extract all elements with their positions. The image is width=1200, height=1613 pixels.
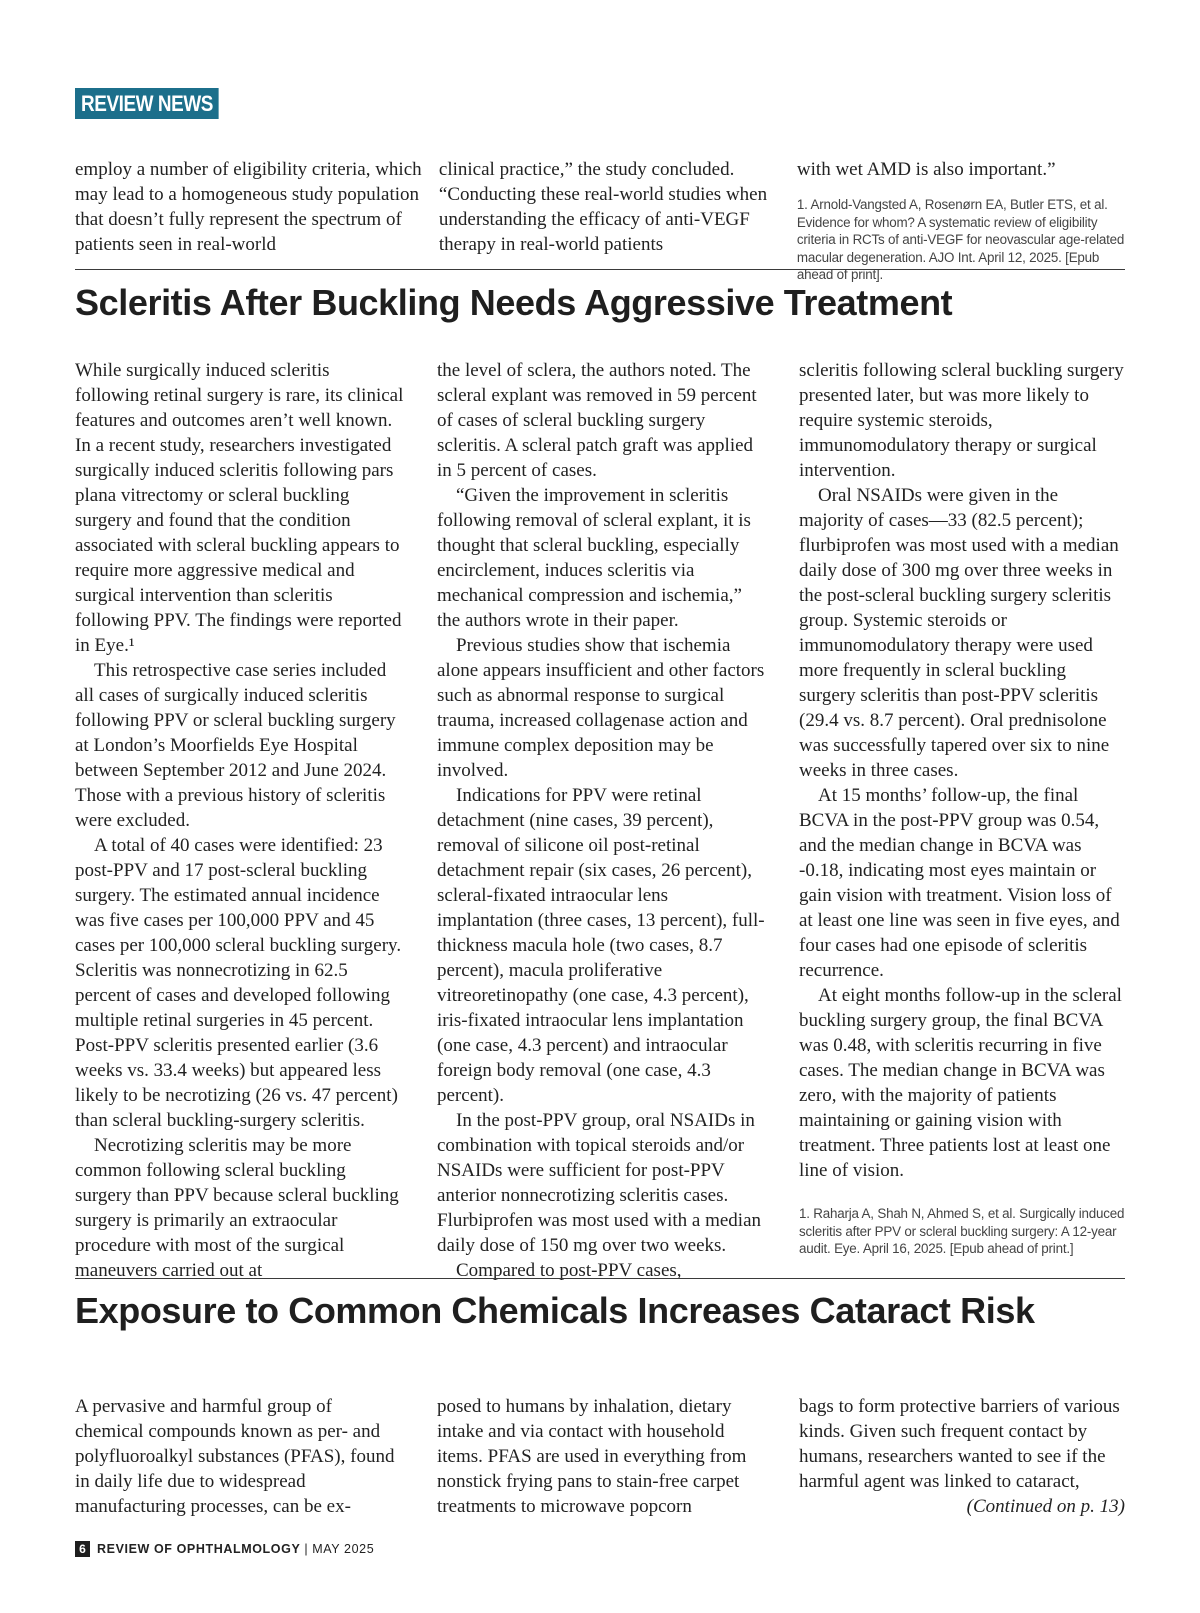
paragraph: A pervasive and harmful group of chemical compounds known as per- and polyfluoroalkyl substances (PFAS), found in daily life due to widespread manufacturing processes, can be ex- [75,1396,395,1517]
magazine-name: REVIEW OF OPHTHALMOLOGY [97,1542,301,1556]
paragraph: scleritis following scleral buckling surgery presented later, but was more likely to require systemic steroids, immunomodulatory therapy or surgical intervention. [799,360,1124,481]
paragraph: “Given the improvement in scleritis following removal of scleral explant, it is thought that scleral buckling, especially encirclement, induces scleritis via mechanical compression and ischemia,” the authors wrote in their paper. [437,485,751,631]
page-number: 6 [75,1541,90,1557]
reference: 1. Arnold-Vangsted A, Rosenørn EA, Butler ETS, et al. Evidence for whom? A systematic review of eligibility criteria in RCTs of anti-VEGF for neovascular age-related macular degeneration. AJO Int. April 12, 2025. [Epub ahead of print]. [796,197,1125,282]
paragraph: employ a number of eligibility criteria, which may lead to a homogeneous study population that doesn’t fully represent the spectrum of patients seen in real-world [75,159,422,255]
paragraph: the level of sclera, the authors noted. The scleral explant was removed in 59 percent of cases of scleral buckling surgery scleritis. A scleral patch graft was applied in 5 percent of cases. [437,360,757,481]
issue-date: MAY 2025 [312,1542,375,1556]
paragraph: Oral NSAIDs were given in the majority of cases—33 (82.5 percent); flurbiprofen was most used with a median daily dose of 300 mg over three weeks in the post-scleral buckling surgery scleritis group. Systemic steroids or immunomodulatory therapy were used more frequently in scleral buckling surgery scleritis than post-PPV scleritis (29.4 vs. 8.7 percent). Oral prednisolone was successfully tapered over six to nine weeks in three cases. [799,485,1119,781]
separator: | [304,1542,309,1556]
article-body [75,1394,1125,1519]
article-col-2 [437,1394,767,1519]
section-tag: REVIEW NEWS [75,88,219,119]
article-col-2 [437,358,767,1283]
paragraph: Compared to post-PPV cases, [456,1260,682,1281]
page-footer [75,1541,374,1557]
paragraph: A total of 40 cases were identified: 23 post-PPV and 17 post-scleral buckling surgery. The estimated annual incidence was five cases per 100,000 PPV and 45 cases per 100,000 scleral buckling surgery. Scleritis was nonnecrotizing in 62.5 percent of cases and developed following multiple retinal surgeries in 45 percent. Post-PPV scleritis presented earlier (3.6 weeks vs. 33.4 weeks) but appeared less likely to be necrotizing (26 vs. 47 percent) than scleral buckling-surgery scleritis. [75,835,402,1131]
paragraph: Indications for PPV were retinal detachment (nine cases, 39 percent), removal of silicone oil post-retinal detachment repair (six cases, 26 percent), scleral-fixated intraocular lens implantation (three cases, 13 percent), full-thickness macula hole (two cases, 8.7 percent), macula proliferative vitreoretinopathy (one case, 4.3 percent), iris-fixated intraocular lens implantation (one case, 4.3 percent) and intraocular foreign body removal (one case, 4.3 percent). [437,785,765,1106]
continued-note: (Continued on p. 13) [966,1496,1125,1517]
paragraph: While surgically induced scleritis following retinal surgery is rare, its clinical features and outcomes aren’t well known. In a recent study, researchers investigated surgically induced scleritis following pars plana vitrectomy or scleral buckling surgery and found that the condition associated with scleral buckling appears to require more aggressive medical and surgical intervention than scleritis following PPV. The findings were reported in Eye.¹ [75,360,404,656]
article-col-1 [75,1394,405,1519]
paragraph: Necrotizing scleritis may be more common following scleral buckling surgery than PPV because scleral buckling surgery is primarily an extraocular procedure with most of the surgical maneuvers carried out at [75,1135,399,1281]
reference: 1. Raharja A, Shah N, Ahmed S, et al. Surgically induced scleritis after PPV or scleral buckling surgery: A 12-year audit. Eye. April 16, 2025. [Epub ahead of print.] [799,1206,1125,1256]
top-col-3 [797,157,1125,284]
paragraph: with wet AMD is also important.” [796,159,1056,180]
article-col-3 [799,358,1125,1283]
paragraph: At eight months follow-up in the scleral buckling surgery group, the final BCVA was 0.48, with scleritis recurring in five cases. The median change in BCVA was zero, with the majority of patients maintaining or gaining vision with treatment. Three patients lost at least one line of vision. [799,985,1122,1181]
top-continuation [75,157,1125,284]
article-body [75,358,1125,1283]
article-headline: Scleritis After Buckling Needs Aggressive Treatment [75,282,953,323]
top-col-2 [439,157,777,284]
top-col-1 [75,157,431,284]
paragraph: posed to humans by inhalation, dietary intake and via contact with household items. PFAS are used in everything from nonstick frying pans to stain-free carpet treatments to microwave popcorn [437,1396,747,1517]
paragraph: bags to form protective barriers of various kinds. Given such frequent contact by humans, researchers wanted to see if the harmful agent was linked to cataract, [799,1396,1120,1492]
paragraph: Previous studies show that ischemia alone appears insufficient and other factors such as abnormal response to surgical trauma, increased collagenase action and immune complex deposition may be involved. [437,635,765,781]
paragraph: In the post-PPV group, oral NSAIDs in combination with topical steroids and/or NSAIDs were sufficient for post-PPV anterior nonnecrotizing scleritis cases. Flurbiprofen was most used with a median daily dose of 150 mg over two weeks. [437,1110,762,1256]
divider [75,1278,1125,1279]
paragraph: At 15 months’ follow-up, the final BCVA in the post-PPV group was 0.54, and the median change in BCVA was -0.18, indicating most eyes maintain or gain vision with treatment. Vision loss of at least one line was seen in five eyes, and four cases had one episode of scleritis recurrence. [799,785,1120,981]
paragraph: This retrospective case series included all cases of surgically induced scleritis following PPV or scleral buckling surgery at London’s Moorfields Eye Hospital between September 2012 and June 2024. Those with a previous history of scleritis were excluded. [75,660,396,831]
article-headline: Exposure to Common Chemicals Increases Cataract Risk [75,1290,1035,1331]
article-col-1 [75,358,405,1283]
divider [75,269,1125,270]
paragraph: clinical practice,” the study concluded. “Conducting these real-world studies when understanding the efficacy of anti-VEGF therapy in real-world patients [438,159,768,255]
article-col-3 [799,1394,1125,1519]
